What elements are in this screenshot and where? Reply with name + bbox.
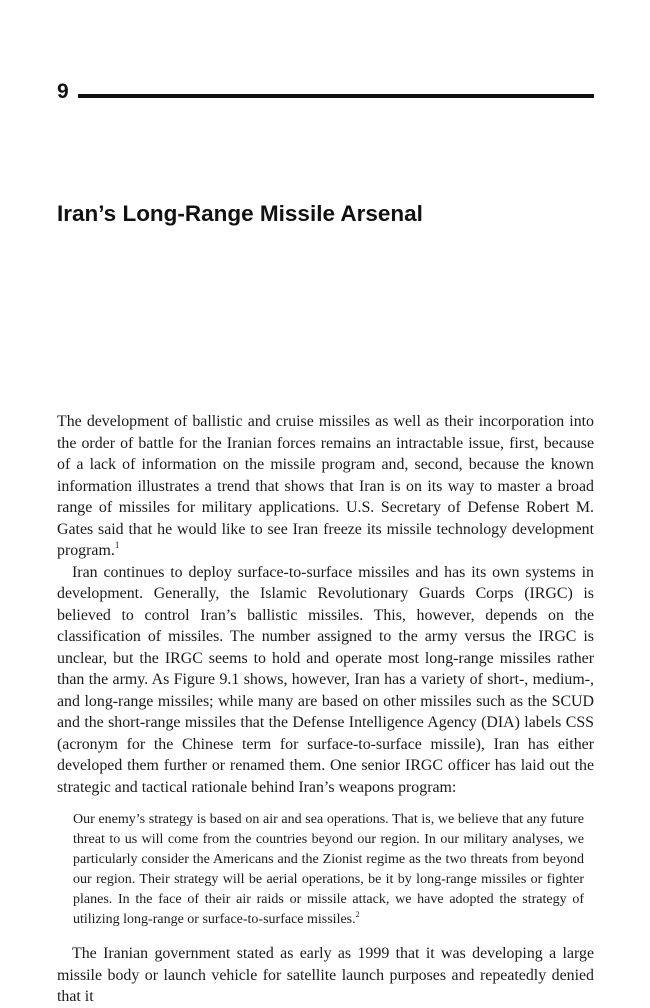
paragraph-3: The Iranian government stated as early as 1999 that it was developing a large missile body or launch vehicle for satellite launch purposes and repeatedly denied that it	[57, 945, 594, 1005]
paragraph-1-text: The development of ballistic and cruise missiles as well as their incorporation into the order of battle for the Iranian forces remains an intractable issue, first, because of a lack of information on the missile program and, second, because the known information illustrates a trend that shows that Iran is on its way to master a broad range of missiles for military applications. U.S. Secretary of Defense Robert M. Gates said that he would like to see Iran freeze its missile technology development program.	[57, 413, 594, 559]
paragraph-1	[57, 411, 594, 562]
body-text	[57, 411, 594, 1008]
chapter-header	[57, 80, 594, 104]
chapter-title: Iran’s Long-Range Missile Arsenal	[57, 201, 423, 226]
paragraph-2: Iran continues to deploy surface-to-surface missiles and has its own systems in development. Generally, the Islamic Revolutionary Guards Corps (IRGC) is believed to control Iran’s ballistic missiles. This, however, depends on the classification of missiles. The number assigned to the army versus the IRGC is unclear, but the IRGC seems to hold and operate most long-range missiles rather than the army. As Figure 9.1 shows, however, Iran has a variety of short-, medium-, and long-range missiles; while many are based on other missiles such as the SCUD and the short-range missiles that the Defense Intelligence Agency (DIA) labels CSS (acronym for the Chinese term for surface-to-surface missile), Iran has either developed them further or renamed them. One senior IRGC officer has laid out the strategic and tactical rationale behind Iran’s weapons program:	[57, 563, 594, 796]
chapter-number: 9	[57, 80, 69, 103]
block-quote-text: Our enemy’s strategy is based on air and sea operations. That is, we believe that any future threat to us will come from the countries beyond our region. In our military analyses, we particularly consider the Americans and the Zionist regime as the two threats from beyond our region. Their strategy will be aerial operations, be it by long-range missiles or fighter planes. In the face of their air raids or missile attack, we have adopted the strategy of utilizing long-range or surface-to-surface missiles.	[73, 812, 584, 927]
footnote-ref-1[interactable]: 1	[114, 540, 120, 550]
chapter-rule	[78, 94, 594, 98]
block-quote	[73, 810, 584, 930]
footnote-ref-2[interactable]: 2	[355, 910, 360, 919]
